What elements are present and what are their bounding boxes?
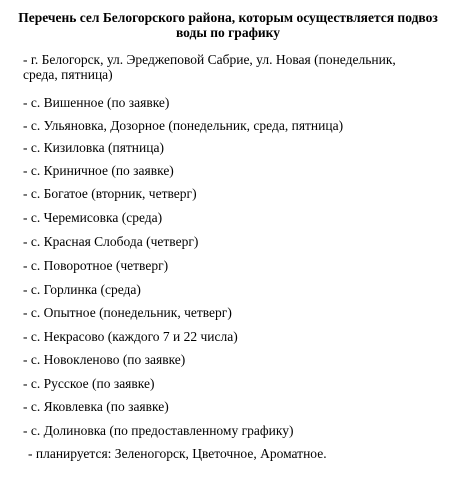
list-item: - с. Богатое (вторник, четверг) (23, 186, 197, 201)
list-item: - с. Черемисовка (среда) (23, 210, 163, 225)
planned-item: - планируется: Зеленогорск, Цветочное, Ароматное. (28, 446, 327, 461)
list-item: - с. Криничное (по заявке) (23, 163, 174, 178)
list-item: - с. Долиновка (по предоставленному графику) (23, 423, 294, 438)
list-item: - с. Новокленово (по заявке) (23, 352, 186, 367)
list-item: - с. Некрасово (каждого 7 и 22 числа) (23, 329, 238, 344)
list-item: - с. Опытное (понедельник, четверг) (23, 305, 232, 320)
list-item: - с. Вишенное (по заявке) (23, 95, 170, 110)
list-item: - с. Яковлевка (по заявке) (23, 399, 169, 414)
list-item: - с. Ульяновка, Дозорное (понедельник, среда, пятница) (23, 118, 344, 133)
list-item: - с. Красная Слобода (четверг) (23, 234, 199, 249)
list-item: - с. Поворотное (четверг) (23, 258, 169, 273)
list-item: - г. Белогорск, ул. Эреджеповой Сабрие, ул. Новая (понедельник, среда, пятница) (23, 52, 396, 82)
list-item: - с. Русское (по заявке) (23, 376, 155, 391)
list-item: - с. Кизиловка (пятница) (23, 140, 164, 155)
list-item: - с. Горлинка (среда) (23, 282, 141, 297)
document-title: Перечень сел Белогорского района, которым осуществляется подвоз воды по графику (18, 10, 438, 40)
